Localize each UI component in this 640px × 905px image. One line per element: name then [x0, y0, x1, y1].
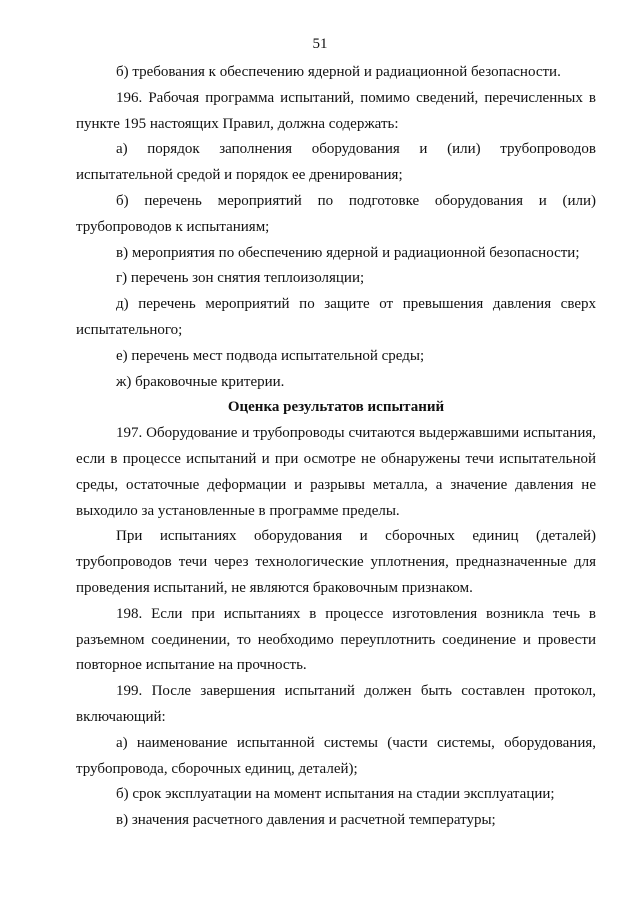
paragraph: 197. Оборудование и трубопроводы считаются выдержавшими испытания, если в процессе испытаний и при осмотре не обнаружены течи испытательной среды, остаточные деформации и разрывы металла, а значение давления не выходило за установленные в программе пределы.	[76, 425, 596, 519]
list-item: а) наименование испытанной системы (части системы, оборудования, трубопровода, сборочных единиц, деталей);	[76, 734, 596, 777]
paragraph: 198. Если при испытаниях в процессе изготовления возникла течь в разъемном соединении, то необходимо переуплотнить соединение и провести повторное испытание на прочность.	[76, 605, 596, 674]
list-item: а) порядок заполнения оборудования и (или) трубопроводов испытательной средой и порядок ее дренирования;	[76, 141, 596, 184]
list-item: ж) браковочные критерии.	[116, 373, 285, 390]
section-heading: Оценка результатов испытаний	[227, 399, 445, 416]
list-item: б) срок эксплуатации на момент испытания на стадии эксплуатации;	[116, 786, 555, 803]
list-item: е) перечень мест подвода испытательной среды;	[116, 347, 425, 364]
list-item: г) перечень зон снятия теплоизоляции;	[116, 270, 365, 287]
list-item: в) значения расчетного давления и расчетной температуры;	[116, 812, 496, 829]
paragraph: 199. После завершения испытаний должен быть составлен протокол, включающий:	[76, 683, 596, 725]
list-item: б) перечень мероприятий по подготовке оборудования и (или) трубопроводов к испытаниям;	[76, 192, 596, 235]
paragraph: б) требования к обеспечению ядерной и радиационной безопасности.	[116, 64, 561, 80]
list-item: в) мероприятия по обеспечению ядерной и радиационной безопасности;	[116, 244, 580, 261]
body-text	[76, 60, 596, 834]
paragraph: При испытаниях оборудования и сборочных единиц (деталей) трубопроводов течи через технологические уплотнения, предназначенные для проведения испытаний, не являются браковочным признаком.	[76, 528, 596, 596]
list-item: д) перечень мероприятий по защите от превышения давления сверх испытательного;	[76, 296, 596, 338]
paragraph: 196. Рабочая программа испытаний, помимо сведений, перечисленных в пункте 195 настоящих Правил, должна содержать:	[76, 89, 596, 132]
page-number: 51	[312, 36, 328, 52]
